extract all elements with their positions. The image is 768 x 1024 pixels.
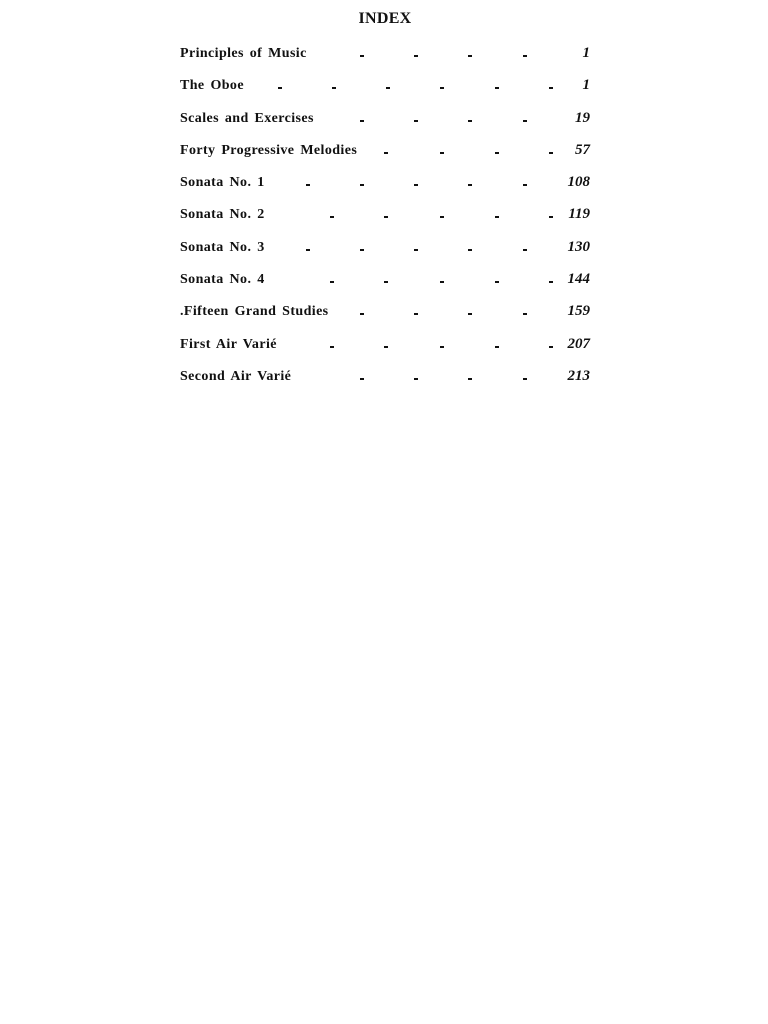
entry-page-number: 130 (567, 238, 590, 255)
entry-title: Sonata No. 3 (180, 239, 265, 255)
leader-dot (330, 281, 334, 283)
leader-dot (306, 249, 310, 251)
entry-page-number: 207 (567, 335, 590, 352)
index-entry (180, 367, 592, 399)
leader-dot (549, 87, 553, 89)
leader-dot (414, 378, 418, 380)
leader-dot (384, 216, 388, 218)
entry-page-number: 159 (567, 303, 590, 320)
entry-page-number: 108 (567, 174, 590, 191)
leader-dot (330, 346, 334, 348)
entry-title: First Air Varié (180, 336, 277, 352)
leader-dot (523, 313, 527, 315)
leader-dot (360, 313, 364, 315)
entry-page-number: 144 (567, 271, 590, 288)
leader-dot (360, 249, 364, 251)
entry-page-number: 19 (575, 109, 590, 126)
entry-title: Principles of Music (180, 46, 307, 61)
entry-title: Sonata No. 4 (180, 272, 265, 288)
entry-page-number: 119 (568, 206, 590, 223)
leader-dot (414, 313, 418, 315)
entry-title: Forty Progressive Melodies (180, 142, 358, 158)
leader-dot (523, 120, 527, 122)
index-entry (180, 141, 592, 173)
page-title: INDEX (358, 10, 412, 27)
leader-dot (523, 249, 527, 251)
leader-dot (384, 281, 388, 283)
leader-dot (468, 184, 472, 186)
leader-dot (414, 249, 418, 251)
leader-dot (386, 87, 390, 89)
leader-dot (360, 120, 364, 122)
leader-dot (306, 184, 310, 186)
entry-title: .Fifteen Grand Studies (180, 304, 329, 320)
entry-title: The Oboe (180, 78, 244, 94)
leader-dot (414, 120, 418, 122)
entry-title: Second Air Varié (180, 368, 292, 384)
leader-dot (523, 184, 527, 186)
index-entry (180, 302, 592, 334)
leader-dot (495, 87, 499, 89)
index-entry (180, 173, 592, 205)
leader-dot (495, 346, 499, 348)
leader-dot (495, 152, 499, 154)
leader-dot (440, 346, 444, 348)
leader-dot (549, 281, 553, 283)
leader-dot (360, 378, 364, 380)
index-entry (180, 76, 592, 108)
leader-dot (523, 378, 527, 380)
leader-dot (414, 184, 418, 186)
leader-dot (384, 152, 388, 154)
leader-dot (440, 281, 444, 283)
index-entry (180, 270, 592, 302)
entry-page-number: 57 (575, 141, 590, 158)
leader-dot (360, 55, 364, 57)
leader-dot (549, 152, 553, 154)
leader-dot (468, 249, 472, 251)
leader-dot (440, 152, 444, 154)
index-list (180, 44, 592, 399)
leader-dot (440, 87, 444, 89)
leader-dot (495, 216, 499, 218)
leader-dot (549, 216, 553, 218)
leader-dot (549, 346, 553, 348)
leader-dot (414, 55, 418, 57)
index-entry (180, 205, 592, 237)
leader-dot (468, 120, 472, 122)
leader-dot (332, 87, 336, 89)
entry-page-number: 213 (567, 367, 590, 384)
entry-page-number: 1 (582, 77, 590, 94)
leader-dot (468, 378, 472, 380)
leader-dot (523, 55, 527, 57)
leader-dot (360, 184, 364, 186)
index-entry (180, 109, 592, 141)
leader-dot (440, 216, 444, 218)
entry-title: Sonata No. 1 (180, 175, 265, 191)
entry-title: Scales and Exercises (180, 110, 314, 126)
entry-page-number: 1 (582, 45, 590, 61)
index-entry (180, 238, 592, 270)
index-entry (180, 44, 592, 76)
entry-title: Sonata No. 2 (180, 207, 265, 223)
leader-dot (468, 55, 472, 57)
leader-dot (495, 281, 499, 283)
leader-dot (384, 346, 388, 348)
leader-dot (468, 313, 472, 315)
index-entry (180, 335, 592, 367)
leader-dot (330, 216, 334, 218)
leader-dot (278, 87, 282, 89)
